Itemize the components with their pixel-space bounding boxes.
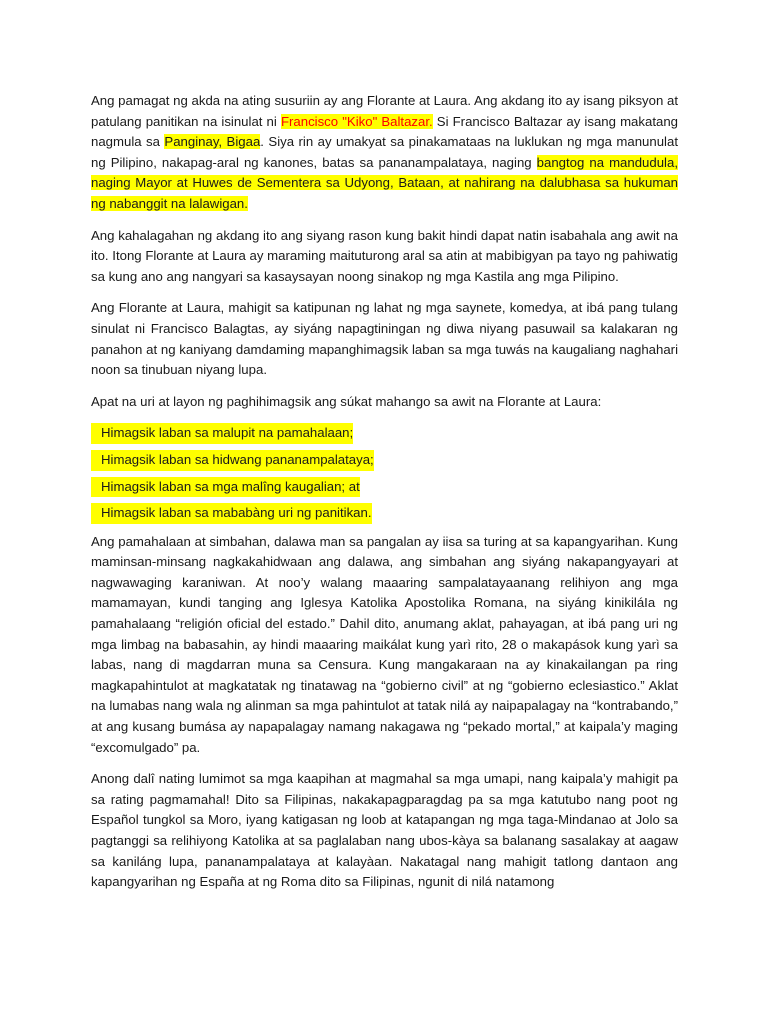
- paragraph-church-state: Ang pamahalaan at simbahan, dalawa man sa pangalan ay iisa sa turing at sa kapangyarihan. Kung maminsan-minsang nagkakahidwaan ang dalawa, ang simbahan ang siyáng nakapangyayari at nagwawaging karaniwan. At noo’y walang maaaring sampalatayaanang relihiyon ang mga mamamayan, kundi tanging ang Iglesya Katolika Apostolika Romana, na siyáng kinikiláIa ng pamahalaang “religión oficial del estado.” Dahil dito, anumang aklat, pahayagan, at ibá pang uri ng mga limbag na babasahin, ay hindi maaaring maikálat kung yarì rito, 28 o makapások kung yarì sa labas, nang di magdarran muna sa Censura. Kung mangakaraan na ay kinakailangan pa ring magkapahintulot at magkatatak ng tinatawag na “gobierno civil” at ng “gobierno eclesiastico.” Aklat na lumabas nang wala ng alinman sa mga pahintulot at tatak nilá ay naipapalagay na “kontrabando,” at ang kusang bumása ay napapalagay namang nakagawa ng “pekado mortal,” at kaipala’y maging “excomulgado” pa.: [91, 533, 678, 755]
- paragraph-importance: Ang kahalagahan ng akdang ito ang siyang rason kung bakit hindi dapat natin isabahala ang awit na ito. Itong Florante at Laura ay maraming maituturong aral sa atin at mabibigyan pa tayo ng pahiwatig sa kung ano ang nangyari sa kasaysayan noong sinakop ng mga Kastila ang mga Pilipino.: [91, 227, 678, 284]
- roles-highlight: bangtog na mandudula, naging Mayor at Huwes de Sementera sa Udyong, Bataan, at nahirang na dalubhasa sa hukuman ng nabanggit na lalawigan.: [91, 154, 678, 211]
- paragraph-oppression: Anong dalî nating lumimot sa mga kaapihan at magmahal sa mga umapi, nang kaipala’y mahigit pa sa rating pagmamahal! Dito sa Filipinas, nakakapagparagdag pa sa mga katutubo nang poot ng Español tungkol sa Moro, iyang katigasan ng loob at katapangan ng mga taga-Mindanao at Jolo sa pagtanggi sa relihiyong Katolika at sa paglalaban nang ubos-kàya sa balanang sasalakay at aagaw sa kaniláng lupa, pananampalataya at kalayàan. Nakatagal nang mahigit tatlong dantaon ang kapangyarihan ng España at ng Roma dito sa Filipinas, ngunit di nilá natamong: [91, 771, 678, 890]
- list-item-text: Himagsik laban sa mababàng uri ng panitikan.: [91, 503, 372, 524]
- birthplace-highlight: Panginay, Bigaa: [164, 134, 261, 150]
- intro-text-b: Si Francisco Baltazar ay isang makatang nagmula sa: [91, 113, 678, 150]
- paragraph-intro: [91, 91, 678, 215]
- rebellion-list: [91, 423, 678, 523]
- list-item: [91, 503, 678, 524]
- list-item-text: Himagsik laban sa malupit na pamahalaan;: [91, 423, 353, 444]
- paragraph-list-intro: Apat na uri at layon ng paghihimagsik ang súkat mahango sa awit na Florante at Laura:: [91, 393, 602, 409]
- document-page: [91, 91, 678, 904]
- paragraph-florante: Ang Florante at Laura, mahigit sa katipunan ng lahat ng mga saynete, komedya, at ibá pang tulang sinulat ni Francisco Balagtas, ay siyáng napagtiningan ng diwa niyang pasuwail sa kalakaran ng panahon at ng kaniyang damdaming mapanghimagsik laban sa mga tuwás na kaugaliang naghahari noon sa tinubuan niyang lupa.: [91, 300, 678, 378]
- list-item: [91, 450, 678, 471]
- intro-text-c: . Siya rin ay umakyat sa pinakamataas na luklukan ng mga manunulat ng Pilipino, nakapag-aral ng kanones, batas sa pananampalataya, naging: [91, 134, 678, 170]
- intro-text-a: Ang pamagat ng akda na ating susuriin ay ang Florante at Laura. Ang akdang ito ay isang piksyon at patulang panitikan na isinulat ni: [91, 93, 678, 129]
- list-item-text: Himagsik laban sa hidwang pananampalataya;: [91, 450, 374, 471]
- author-highlight: Francisco "Kiko" Baltazar.: [280, 113, 433, 129]
- list-item-text: Himagsik laban sa mga malîng kaugalian; at: [91, 477, 360, 498]
- list-item: [91, 423, 678, 444]
- list-item: [91, 477, 678, 498]
